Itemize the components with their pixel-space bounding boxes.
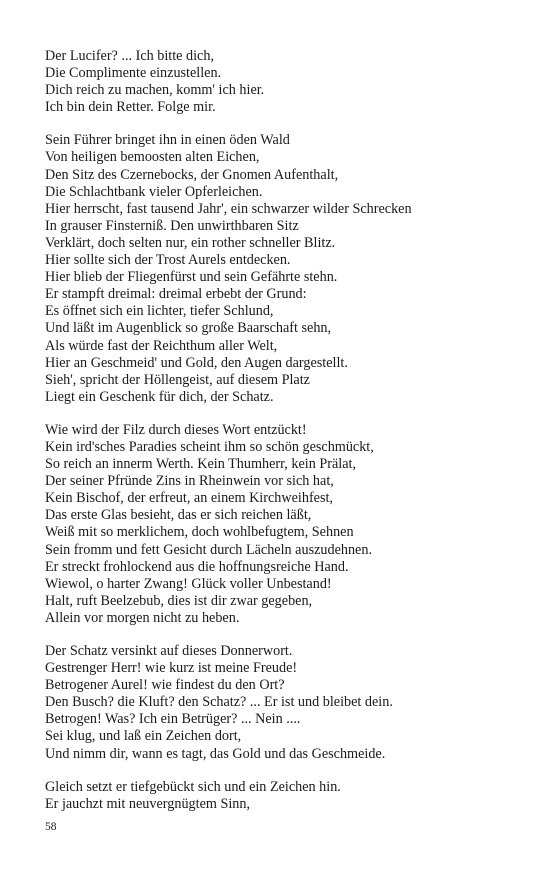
verse-line: Er jauchzt mit neuvergnügtem Sinn, bbox=[45, 795, 251, 812]
stanza-5 bbox=[45, 779, 515, 813]
page-number: 58 bbox=[45, 821, 57, 833]
verse-line: Allein vor morgen nicht zu heben. bbox=[45, 609, 240, 626]
verse-line: Den Busch? die Kluft? den Schatz? ... Er ist und bleibet dein. bbox=[45, 694, 393, 711]
verse-line: Die Complimente einzustellen. bbox=[45, 65, 222, 82]
stanza-1 bbox=[45, 48, 515, 116]
verse-line: Liegt ein Geschenk für dich, der Schatz. bbox=[45, 388, 274, 405]
verse-line: Wie wird der Filz durch dieses Wort entzückt! bbox=[45, 421, 307, 438]
verse-line: Verklärt, doch selten nur, ein rother schneller Blitz. bbox=[45, 234, 336, 251]
verse-line: Betrogener Aurel! wie findest du den Ort? bbox=[45, 677, 285, 694]
verse-line: Er streckt frohlockend aus die hoffnungsreiche Hand. bbox=[45, 558, 349, 575]
verse-line: Der Lucifer? ... Ich bitte dich, bbox=[45, 48, 214, 64]
verse-line: Halt, ruft Beelzebub, dies ist dir zwar gegeben, bbox=[45, 592, 313, 609]
verse-line: Kein ird'sches Paradies scheint ihm so schön geschmückt, bbox=[45, 438, 374, 455]
verse-line: Es öffnet sich ein lichter, tiefer Schlund, bbox=[45, 303, 274, 320]
verse-line: In grauser Finsterniß. Den unwirthbaren Sitz bbox=[45, 217, 299, 234]
verse-line: Weiß mit so merklichem, doch wohlbefugtem, Sehnen bbox=[45, 524, 354, 541]
verse-line: Von heiligen bemoosten alten Eichen, bbox=[45, 149, 260, 166]
verse-line: Als würde fast der Reichthum aller Welt, bbox=[45, 337, 278, 354]
verse-line: Und läßt im Augenblick so große Baarschaft sehn, bbox=[45, 320, 332, 337]
verse-line: Er stampft dreimal: dreimal erbebt der Grund: bbox=[45, 286, 307, 303]
verse-line: Sein Führer bringet ihn in einen öden Wald bbox=[45, 132, 290, 149]
verse-line: Gleich setzt er tiefgebückt sich und ein Zeichen hin. bbox=[45, 778, 341, 795]
verse-line: Sieh', spricht der Höllengeist, auf diesem Platz bbox=[45, 371, 310, 388]
verse-line: Sei klug, und laß ein Zeichen dort, bbox=[45, 728, 242, 745]
verse-line: Der Schatz versinkt auf dieses Donnerwort. bbox=[45, 643, 293, 659]
verse-line: Sein fromm und fett Gesicht durch Lächeln auszudehnen. bbox=[45, 541, 372, 558]
verse-line: Die Schlachtbank vieler Opferleichen. bbox=[45, 183, 263, 200]
verse-line: Gestrenger Herr! wie kurz ist meine Freude! bbox=[45, 660, 298, 677]
verse-line: Und nimm dir, wann es tagt, das Gold und das Geschmeide. bbox=[45, 745, 386, 762]
verse-line: Dich reich zu machen, komm' ich hier. bbox=[45, 82, 265, 99]
verse-line: Hier an Geschmeid' und Gold, den Augen dargestellt. bbox=[45, 354, 348, 371]
verse-line: Ich bin dein Retter. Folge mir. bbox=[45, 99, 216, 116]
verse-line: Hier herrscht, fast tausend Jahr', ein schwarzer wilder Schrecken bbox=[45, 200, 412, 217]
poem-text bbox=[45, 48, 515, 829]
verse-line: Kein Bischof, der erfreut, an einem Kirchweihfest, bbox=[45, 490, 333, 507]
verse-line: Der seiner Pfründe Zins in Rheinwein vor sich hat, bbox=[45, 473, 334, 490]
verse-line: Hier blieb der Fliegenfürst und sein Gefährte stehn. bbox=[45, 269, 338, 286]
verse-line: So reich an innerm Werth. Kein Thumherr, kein Prälat, bbox=[45, 456, 356, 473]
stanza-4 bbox=[45, 643, 515, 763]
verse-line: Betrogen! Was? Ich ein Betrüger? ... Nein .... bbox=[45, 711, 301, 728]
verse-line: Wiewol, o harter Zwang! Glück voller Unbestand! bbox=[45, 575, 332, 592]
stanza-2 bbox=[45, 132, 515, 406]
stanza-3 bbox=[45, 422, 515, 627]
verse-line: Den Sitz des Czernebocks, der Gnomen Aufenthalt, bbox=[45, 166, 339, 183]
verse-line: Hier sollte sich der Trost Aurels entdecken. bbox=[45, 252, 291, 269]
verse-line: Das erste Glas besieht, das er sich reichen läßt, bbox=[45, 507, 312, 524]
